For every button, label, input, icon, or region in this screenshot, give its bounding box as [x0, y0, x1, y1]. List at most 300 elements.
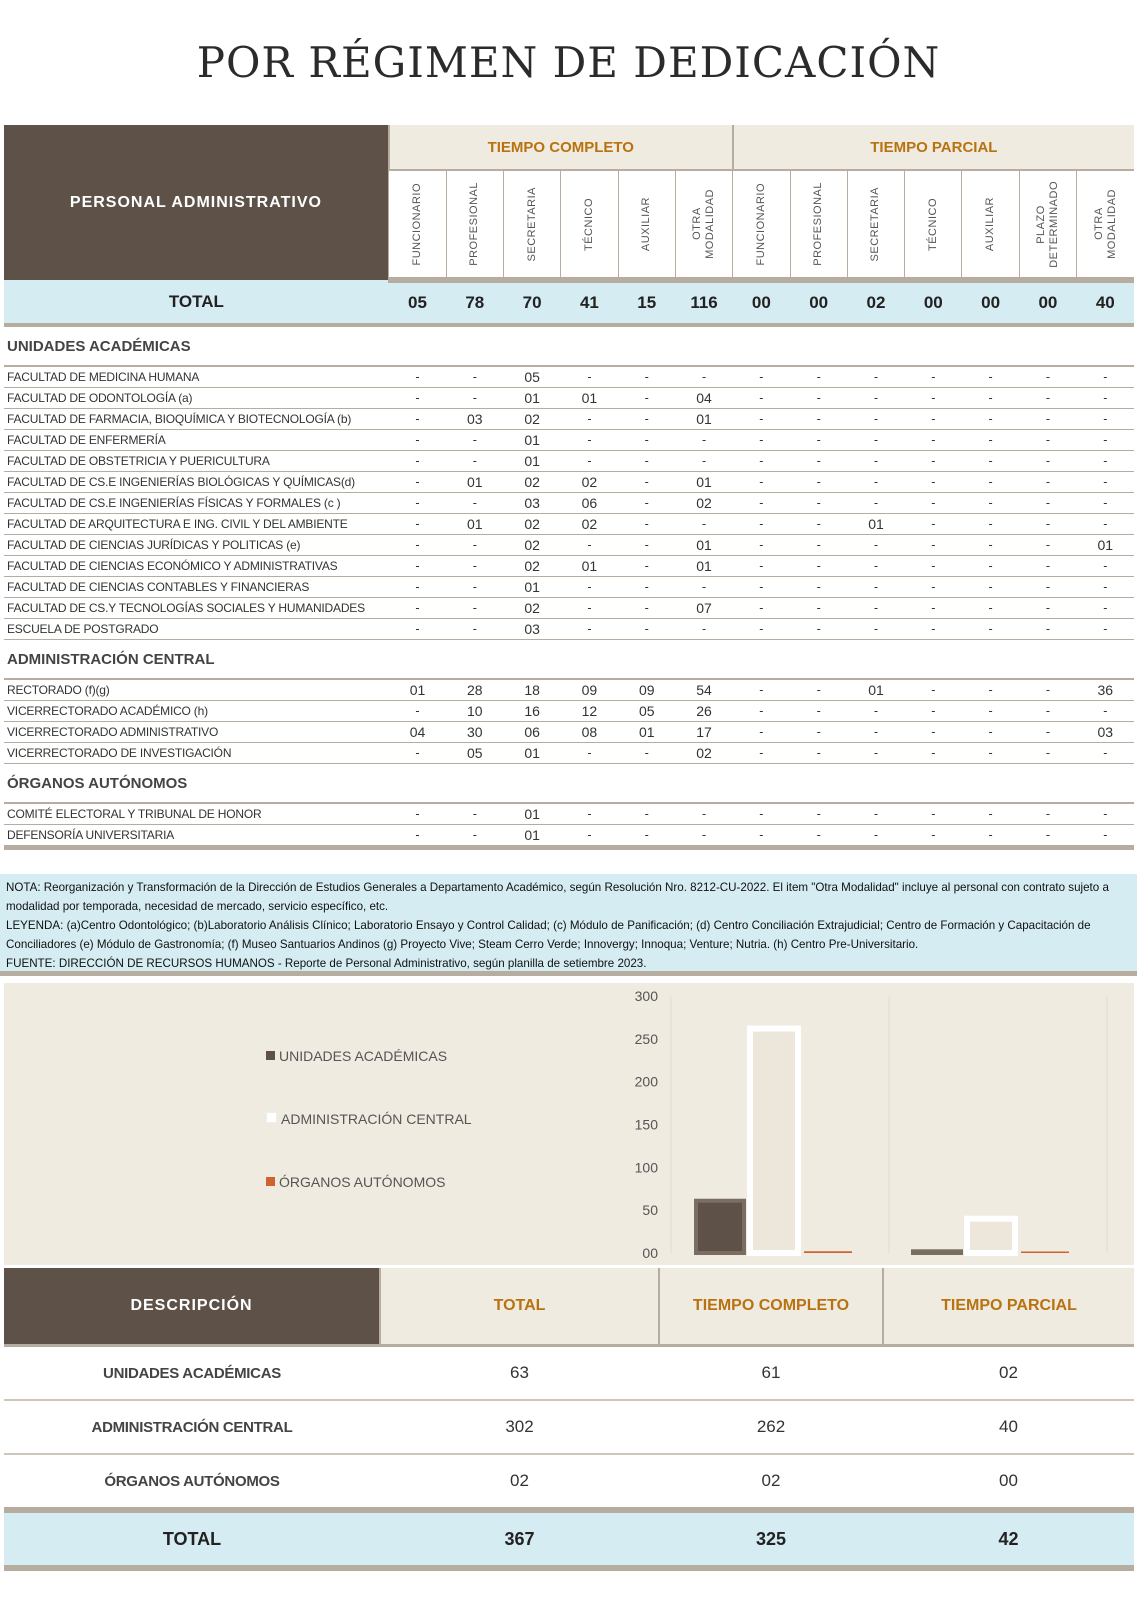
- cell-value: 01: [618, 722, 675, 743]
- cell-value: -: [847, 366, 904, 388]
- row-name: FACULTAD DE CIENCIAS CONTABLES Y FINANCIERAS: [4, 577, 389, 598]
- cell-value: 01: [675, 556, 732, 577]
- table-row: [4, 451, 1134, 472]
- cell-value: -: [675, 366, 732, 388]
- cell-value: -: [389, 409, 446, 430]
- cell-value: -: [1077, 451, 1134, 472]
- summary-value: 02: [659, 1454, 883, 1510]
- column-header-label: FUNCIONARIO: [754, 182, 767, 266]
- cell-value: -: [618, 535, 675, 556]
- summary-header-total: TOTAL: [380, 1268, 659, 1346]
- cell-value: -: [618, 598, 675, 619]
- cell-value: 02: [503, 472, 560, 493]
- cell-value: -: [847, 743, 904, 764]
- cell-value: -: [962, 430, 1019, 451]
- total-value: 00: [905, 280, 962, 325]
- cell-value: 02: [561, 472, 618, 493]
- column-header: [389, 170, 446, 280]
- cell-value: -: [1077, 493, 1134, 514]
- table-row: [4, 598, 1134, 619]
- table-row: [4, 556, 1134, 577]
- summary-row-label: UNIDADES ACADÉMICAS: [4, 1346, 380, 1401]
- cell-value: -: [733, 430, 790, 451]
- cell-value: 02: [503, 556, 560, 577]
- cell-value: -: [1019, 388, 1076, 409]
- cell-value: -: [618, 556, 675, 577]
- total-value: 116: [675, 280, 732, 325]
- cell-value: -: [847, 430, 904, 451]
- table-row: [4, 535, 1134, 556]
- total-value: 15: [618, 280, 675, 325]
- cell-value: 03: [503, 493, 560, 514]
- cell-value: 06: [561, 493, 618, 514]
- cell-value: 01: [503, 743, 560, 764]
- cell-value: -: [905, 409, 962, 430]
- cell-value: -: [1077, 472, 1134, 493]
- cell-value: 08: [561, 722, 618, 743]
- cell-value: -: [790, 722, 847, 743]
- cell-value: -: [389, 472, 446, 493]
- cell-value: -: [618, 409, 675, 430]
- cell-value: -: [790, 556, 847, 577]
- cell-value: -: [1019, 556, 1076, 577]
- cell-value: -: [790, 679, 847, 701]
- cell-value: -: [733, 535, 790, 556]
- cell-value: -: [847, 722, 904, 743]
- cell-value: -: [389, 619, 446, 640]
- summary-total-label: TOTAL: [4, 1510, 380, 1568]
- cell-value: -: [618, 577, 675, 598]
- cell-value: 09: [618, 679, 675, 701]
- cell-value: -: [733, 556, 790, 577]
- summary-total-row: [4, 1510, 1134, 1568]
- cell-value: -: [962, 514, 1019, 535]
- summary-row: [4, 1400, 1134, 1454]
- cell-value: 01: [847, 679, 904, 701]
- cell-value: -: [733, 388, 790, 409]
- cell-value: -: [1019, 743, 1076, 764]
- cell-value: 01: [503, 825, 560, 848]
- cell-value: -: [733, 825, 790, 848]
- cell-value: -: [962, 451, 1019, 472]
- cell-value: -: [962, 722, 1019, 743]
- row-name: ESCUELA DE POSTGRADO: [4, 619, 389, 640]
- cell-value: 05: [446, 743, 503, 764]
- cell-value: 01: [389, 679, 446, 701]
- cell-value: -: [561, 409, 618, 430]
- cell-value: -: [389, 493, 446, 514]
- cell-value: -: [790, 803, 847, 825]
- cell-value: 16: [503, 701, 560, 722]
- summary-table: [4, 1268, 1134, 1571]
- cell-value: -: [962, 619, 1019, 640]
- row-name: RECTORADO (f)(g): [4, 679, 389, 701]
- cell-value: -: [1077, 409, 1134, 430]
- cell-value: -: [618, 451, 675, 472]
- cell-value: -: [389, 451, 446, 472]
- row-name: FACULTAD DE CIENCIAS JURÍDICAS Y POLITICAS (e): [4, 535, 389, 556]
- section-header-row: [4, 764, 1134, 804]
- cell-value: -: [1077, 825, 1134, 848]
- total-value: 41: [561, 280, 618, 325]
- cell-value: -: [675, 514, 732, 535]
- row-name: VICERRECTORADO ACADÉMICO (h): [4, 701, 389, 722]
- cell-value: -: [1019, 366, 1076, 388]
- cell-value: 01: [503, 803, 560, 825]
- cell-value: -: [847, 556, 904, 577]
- cell-value: -: [962, 472, 1019, 493]
- cell-value: -: [618, 493, 675, 514]
- cell-value: -: [1019, 430, 1076, 451]
- summary-total-value: 42: [883, 1510, 1134, 1568]
- cell-value: -: [790, 451, 847, 472]
- cell-value: -: [790, 743, 847, 764]
- legend-text: LEYENDA: (a)Centro Odontológico; (b)Laboratorio Análisis Clínico; Laboratorio Ensayo y Control Calidad; (c) Módulo de Panificación; (d) Centro Conciliación Extrajudicial; Centro de Formación y Capacitación de Conciliadores (e) Módulo de Gastronomía; (f) Museo Santuarios Andinos (g) Proyecto Vive; Steam Cerro Verde; Innovergy; Innoqua; Venture; Nutria. (h) Centro Pre-Universitario.: [6, 919, 1091, 951]
- column-header-label: PLAZO DETERMINADO: [1034, 180, 1060, 268]
- cell-value: -: [847, 388, 904, 409]
- cell-value: -: [389, 803, 446, 825]
- column-header: [446, 170, 503, 280]
- dedication-table: [4, 125, 1134, 850]
- cell-value: -: [389, 577, 446, 598]
- row-name: VICERRECTORADO ADMINISTRATIVO: [4, 722, 389, 743]
- cell-value: -: [905, 577, 962, 598]
- cell-value: 03: [503, 619, 560, 640]
- y-tick-label: 150: [634, 1116, 658, 1133]
- cell-value: -: [847, 619, 904, 640]
- column-header: [905, 170, 962, 280]
- cell-value: -: [733, 743, 790, 764]
- column-header-label: FUNCIONARIO: [410, 182, 423, 266]
- cell-value: -: [618, 388, 675, 409]
- summary-total-value: 367: [380, 1510, 659, 1568]
- cell-value: -: [675, 825, 732, 848]
- column-header: [561, 170, 618, 280]
- summary-row: [4, 1346, 1134, 1401]
- y-tick-label: 200: [634, 1073, 658, 1090]
- table-row: [4, 472, 1134, 493]
- cell-value: -: [733, 722, 790, 743]
- cell-value: -: [446, 366, 503, 388]
- cell-value: 10: [446, 701, 503, 722]
- cell-value: -: [1019, 535, 1076, 556]
- cell-value: -: [847, 535, 904, 556]
- cell-value: 02: [503, 598, 560, 619]
- row-name: FACULTAD DE MEDICINA HUMANA: [4, 366, 389, 388]
- cell-value: -: [618, 430, 675, 451]
- cell-value: 01: [503, 577, 560, 598]
- row-name: FACULTAD DE ARQUITECTURA E ING. CIVIL Y DEL AMBIENTE: [4, 514, 389, 535]
- cell-value: 17: [675, 722, 732, 743]
- column-header-label: SECRETARIA: [869, 186, 882, 262]
- column-header-label: TÉCNICO: [582, 197, 595, 251]
- cell-value: -: [962, 366, 1019, 388]
- bar-unidades-academicas-tiempo-parcial: [913, 1251, 961, 1253]
- chart-plot: [4, 983, 1134, 1265]
- cell-value: -: [962, 825, 1019, 848]
- cell-value: -: [618, 825, 675, 848]
- total-value: 40: [1077, 280, 1134, 325]
- summary-row-label: ADMINISTRACIÓN CENTRAL: [4, 1400, 380, 1454]
- row-name: COMITÉ ELECTORAL Y TRIBUNAL DE HONOR: [4, 803, 389, 825]
- legend-label: UNIDADES ACADÉMICAS: [279, 1048, 448, 1064]
- summary-value: 61: [659, 1346, 883, 1401]
- cell-value: -: [962, 577, 1019, 598]
- cell-value: 01: [503, 451, 560, 472]
- total-value: 00: [790, 280, 847, 325]
- cell-value: -: [561, 803, 618, 825]
- section-header-row: [4, 325, 1134, 366]
- cell-value: -: [790, 409, 847, 430]
- table-row: [4, 493, 1134, 514]
- column-header: [618, 170, 675, 280]
- cell-value: -: [962, 701, 1019, 722]
- cell-value: 26: [675, 701, 732, 722]
- cell-value: -: [905, 493, 962, 514]
- cell-value: -: [1077, 388, 1134, 409]
- cell-value: 28: [446, 679, 503, 701]
- table-row: [4, 722, 1134, 743]
- cell-value: -: [446, 803, 503, 825]
- cell-value: -: [790, 493, 847, 514]
- y-tick-label: 100: [634, 1159, 658, 1176]
- cell-value: -: [733, 493, 790, 514]
- cell-value: -: [446, 388, 503, 409]
- bar-organos-autonomos-tiempo-parcial: [1021, 1252, 1069, 1254]
- legend-label: ÓRGANOS AUTÓNOMOS: [279, 1174, 446, 1190]
- cell-value: -: [1019, 472, 1076, 493]
- cell-value: -: [675, 451, 732, 472]
- row-name: FACULTAD DE CS.Y TECNOLOGÍAS SOCIALES Y HUMANIDADES: [4, 598, 389, 619]
- cell-value: 05: [503, 366, 560, 388]
- cell-value: -: [1077, 556, 1134, 577]
- cell-value: -: [962, 679, 1019, 701]
- cell-value: 01: [446, 472, 503, 493]
- column-header: [1019, 170, 1076, 280]
- cell-value: 18: [503, 679, 560, 701]
- column-header: [790, 170, 847, 280]
- cell-value: -: [905, 722, 962, 743]
- cell-value: -: [1077, 598, 1134, 619]
- cell-value: 02: [675, 493, 732, 514]
- bar-unidades-academicas-tiempo-completo: [696, 1201, 744, 1253]
- cell-value: -: [905, 366, 962, 388]
- column-header-label: AUXILIAR: [984, 196, 997, 252]
- cell-value: -: [733, 598, 790, 619]
- column-header-label: PROFESIONAL: [468, 182, 481, 266]
- table-row: [4, 701, 1134, 722]
- cell-value: -: [962, 556, 1019, 577]
- summary-header-tiempo-completo: TIEMPO COMPLETO: [659, 1268, 883, 1346]
- table-row: [4, 803, 1134, 825]
- cell-value: -: [446, 598, 503, 619]
- cell-value: -: [1019, 493, 1076, 514]
- cell-value: -: [847, 577, 904, 598]
- total-value: 00: [962, 280, 1019, 325]
- page-title: POR RÉGIMEN DE DEDICACIÓN: [196, 38, 941, 87]
- cell-value: -: [962, 388, 1019, 409]
- cell-value: 01: [1077, 535, 1134, 556]
- cell-value: -: [905, 701, 962, 722]
- row-name: FACULTAD DE CS.E INGENIERÍAS FÍSICAS Y FORMALES (c ): [4, 493, 389, 514]
- cell-value: 06: [503, 722, 560, 743]
- bar-chart: [4, 983, 1134, 1265]
- cell-value: 02: [561, 514, 618, 535]
- cell-value: -: [733, 577, 790, 598]
- cell-value: -: [389, 535, 446, 556]
- cell-value: -: [561, 619, 618, 640]
- cell-value: -: [389, 388, 446, 409]
- cell-value: -: [733, 366, 790, 388]
- summary-value: 63: [380, 1346, 659, 1401]
- cell-value: -: [790, 825, 847, 848]
- cell-value: -: [561, 430, 618, 451]
- cell-value: -: [905, 825, 962, 848]
- table-row: [4, 679, 1134, 701]
- cell-value: -: [790, 598, 847, 619]
- row-name: VICERRECTORADO DE INVESTIGACIÓN: [4, 743, 389, 764]
- cell-value: -: [962, 803, 1019, 825]
- summary-row: [4, 1454, 1134, 1510]
- cell-value: -: [790, 388, 847, 409]
- cell-value: 01: [446, 514, 503, 535]
- cell-value: 07: [675, 598, 732, 619]
- cell-value: 05: [618, 701, 675, 722]
- cell-value: -: [905, 556, 962, 577]
- cell-value: 01: [503, 388, 560, 409]
- cell-value: -: [962, 598, 1019, 619]
- cell-value: -: [389, 825, 446, 848]
- column-header-label: OTRA MODALIDAD: [691, 189, 717, 259]
- total-value: 78: [446, 280, 503, 325]
- cell-value: -: [446, 451, 503, 472]
- cell-value: -: [790, 472, 847, 493]
- cell-value: 01: [675, 409, 732, 430]
- note-text: NOTA: Reorganización y Transformación de la Dirección de Estudios Generales a Departamento Académico, según Resolución Nro. 8212-CU-2022. El item "Otra Modalidad" incluye al personal con contrato sujeto a modalidad por temporada, necesidad de mercado, servicio específico, etc.: [6, 881, 1109, 913]
- summary-value: 00: [883, 1454, 1134, 1510]
- column-header: [962, 170, 1019, 280]
- table-row: [4, 388, 1134, 409]
- y-tick-label: 50: [642, 1202, 658, 1219]
- table-corner-label: PERSONAL ADMINISTRATIVO: [4, 125, 389, 280]
- total-value: 02: [847, 280, 904, 325]
- cell-value: -: [733, 619, 790, 640]
- cell-value: -: [905, 598, 962, 619]
- summary-row-label: ÓRGANOS AUTÓNOMOS: [4, 1454, 380, 1510]
- cell-value: -: [1019, 679, 1076, 701]
- cell-value: -: [561, 825, 618, 848]
- cell-value: -: [790, 577, 847, 598]
- cell-value: -: [1077, 430, 1134, 451]
- column-header-label: TÉCNICO: [926, 197, 939, 251]
- cell-value: -: [847, 701, 904, 722]
- cell-value: -: [561, 598, 618, 619]
- bar-organos-autonomos-tiempo-completo: [804, 1251, 852, 1253]
- cell-value: -: [675, 803, 732, 825]
- cell-value: -: [618, 619, 675, 640]
- cell-value: -: [675, 619, 732, 640]
- cell-value: 36: [1077, 679, 1134, 701]
- cell-value: -: [389, 743, 446, 764]
- cell-value: -: [1077, 803, 1134, 825]
- section-label-administracion-central: ADMINISTRACIÓN CENTRAL: [4, 640, 1134, 680]
- table-row: [4, 366, 1134, 388]
- cell-value: -: [905, 472, 962, 493]
- cell-value: -: [1019, 598, 1076, 619]
- cell-value: -: [389, 701, 446, 722]
- y-tick-label: 300: [634, 988, 658, 1004]
- cell-value: -: [1019, 722, 1076, 743]
- cell-value: -: [905, 388, 962, 409]
- cell-value: -: [1019, 701, 1076, 722]
- cell-value: 01: [561, 556, 618, 577]
- section-label-unidades-academicas: UNIDADES ACADÉMICAS: [4, 325, 1134, 366]
- cell-value: -: [389, 598, 446, 619]
- cell-value: -: [561, 743, 618, 764]
- cell-value: -: [1077, 701, 1134, 722]
- legend-label: ADMINISTRACIÓN CENTRAL: [281, 1111, 472, 1127]
- total-label: TOTAL: [4, 280, 389, 325]
- row-name: FACULTAD DE FARMACIA, BIOQUÍMICA Y BIOTECNOLOGÍA (b): [4, 409, 389, 430]
- cell-value: -: [446, 556, 503, 577]
- table-row: [4, 743, 1134, 764]
- table-row: [4, 619, 1134, 640]
- cell-value: 03: [1077, 722, 1134, 743]
- cell-value: -: [962, 535, 1019, 556]
- summary-value: 02: [883, 1346, 1134, 1401]
- source-text: FUENTE: DIRECCIÓN DE RECURSOS HUMANOS - Reporte de Personal Administrativo, según planilla de setiembre 2023.: [6, 957, 647, 970]
- summary-value: 302: [380, 1400, 659, 1454]
- cell-value: -: [905, 430, 962, 451]
- cell-value: -: [847, 598, 904, 619]
- cell-value: -: [905, 619, 962, 640]
- cell-value: 01: [847, 514, 904, 535]
- row-name: FACULTAD DE ODONTOLOGÍA (a): [4, 388, 389, 409]
- cell-value: -: [561, 451, 618, 472]
- column-header: [847, 170, 904, 280]
- summary-value: 262: [659, 1400, 883, 1454]
- cell-value: -: [1077, 366, 1134, 388]
- cell-value: -: [905, 803, 962, 825]
- cell-value: 01: [675, 535, 732, 556]
- cell-value: -: [561, 366, 618, 388]
- cell-value: 02: [503, 514, 560, 535]
- row-name: FACULTAD DE OBSTETRICIA Y PUERICULTURA: [4, 451, 389, 472]
- cell-value: -: [446, 493, 503, 514]
- cell-value: -: [446, 619, 503, 640]
- cell-value: -: [675, 577, 732, 598]
- cell-value: 02: [675, 743, 732, 764]
- cell-value: -: [1019, 577, 1076, 598]
- cell-value: -: [1077, 577, 1134, 598]
- cell-value: -: [1077, 619, 1134, 640]
- cell-value: -: [1077, 743, 1134, 764]
- cell-value: -: [446, 535, 503, 556]
- cell-value: -: [962, 743, 1019, 764]
- row-name: FACULTAD DE ENFERMERÍA: [4, 430, 389, 451]
- cell-value: -: [905, 679, 962, 701]
- cell-value: -: [389, 514, 446, 535]
- cell-value: 12: [561, 701, 618, 722]
- cell-value: -: [618, 743, 675, 764]
- bar-administracion-central-tiempo-completo: [750, 1029, 798, 1253]
- cell-value: -: [618, 366, 675, 388]
- cell-value: -: [847, 493, 904, 514]
- summary-header-tiempo-parcial: TIEMPO PARCIAL: [883, 1268, 1134, 1346]
- cell-value: 03: [446, 409, 503, 430]
- cell-value: 02: [503, 409, 560, 430]
- cell-value: -: [389, 366, 446, 388]
